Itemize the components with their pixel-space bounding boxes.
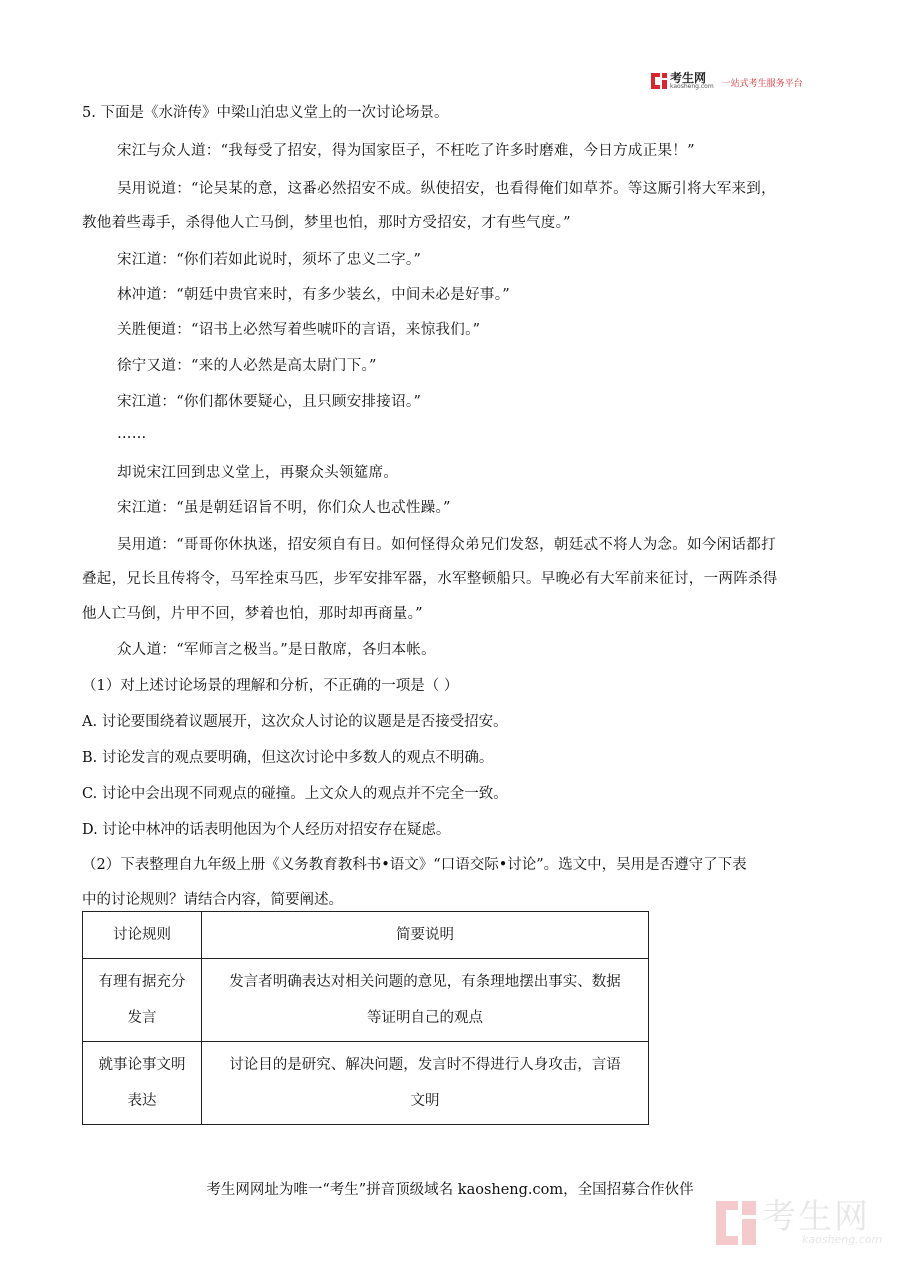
question-title: 5. 下面是《水浒传》中梁山泊忠义堂上的一次讨论场景。 <box>82 105 449 121</box>
rule-text-line: 发言 <box>127 1010 157 1026</box>
passage-line: 叠起，兄长且传将令，马军拴束马匹，步军安排军器，水军整顿船只。早晚必有大军前来征讨，一两阵杀得 <box>82 571 778 587</box>
rule-text-line: 就事论事文明 <box>98 1057 186 1073</box>
table-cell-desc <box>202 959 649 1042</box>
desc-text-line: 发言者明确表达对相关问题的意见，有条理地摆出事实、数据 <box>229 974 621 990</box>
passage-line: 林冲道：“朝廷中贵官来时，有多少装幺，中间未必是好事。” <box>117 287 510 303</box>
passage-line: 教他着些毒手，杀得他人亡马倒，梦里也怕，那时方受招安，才有些气度。” <box>82 215 571 231</box>
passage-line: 徐宁又道：“来的人必然是高太尉门下。” <box>117 358 377 374</box>
desc-text-line: 等证明自己的观点 <box>367 1010 483 1026</box>
watermark-name: 考生网 <box>762 1197 870 1237</box>
passage-line: 却说宋江回到忠义堂上，再聚众头领筵席。 <box>117 465 399 481</box>
passage-line: 关胜便道：“诏书上必然写着些唬吓的言语，来惊我们。” <box>117 322 481 338</box>
logo-slogan: 一站式考生服务平台 <box>721 78 803 89</box>
option-d: D. 讨论中林冲的话表明他因为个人经历对招安存在疑虑。 <box>82 822 451 838</box>
option-c: C. 讨论中会出现不同观点的碰撞。上文众人的观点并不完全一致。 <box>82 786 508 802</box>
table-row <box>83 959 649 1042</box>
table-header-cell: 讨论规则 <box>83 912 202 959</box>
desc-text-line: 讨论目的是研究、解决问题，发言时不得进行人身攻击，言语 <box>229 1057 621 1073</box>
passage-line: 吴用说道：“论吴某的意，这番必然招安不成。纵使招安，也看得俺们如草芥。等这厮引将大军来到， <box>117 181 776 197</box>
table-row <box>83 1042 649 1125</box>
table-header-row <box>83 912 649 959</box>
option-b: B. 讨论发言的观点要明确，但这次讨论中多数人的观点不明确。 <box>82 750 494 766</box>
logo-name: 考生网 <box>670 71 707 85</box>
kaosheng-watermark-icon <box>716 1201 756 1245</box>
passage-line: 宋江道：“你们若如此说时，须坏了忠义二字。” <box>117 252 422 268</box>
watermark <box>716 1197 883 1246</box>
table-header-cell: 简要说明 <box>202 912 649 959</box>
passage-line: 吴用道：“哥哥你休执迷，招安须自有日。如何怪得众弟兄们发怒，朝廷忒不将人为念。如今闲话都打 <box>117 537 776 553</box>
table-cell-rule <box>83 959 202 1042</box>
sub-question-2-prompt: （2）下表整理自九年级上册《义务教育教科书•语文》“口语交际•讨论”。选文中，吴用是否遵守了下表 <box>82 857 747 873</box>
kaosheng-logo-icon <box>651 73 667 89</box>
header-logo <box>651 72 803 90</box>
table-cell-desc <box>202 1042 649 1125</box>
discussion-rules-table <box>82 911 649 1125</box>
passage-line: 宋江道：“你们都休要疑心，且只顾安排接诏。” <box>117 394 422 410</box>
sub-question-1-prompt: （1）对上述讨论场景的理解和分析，不正确的一项是（ ） <box>82 678 459 694</box>
passage-line: 他人亡马倒，片甲不回，梦着也怕，那时却再商量。” <box>82 606 423 622</box>
watermark-url: kaosheng.com <box>802 1233 883 1246</box>
logo-url: kaosheng.com <box>670 83 714 90</box>
rule-text-line: 有理有据充分 <box>98 974 186 990</box>
table-cell-rule <box>83 1042 202 1125</box>
page-footer: 考生网网址为唯一“考生”拼音顶级域名 kaosheng.com，全国招募合作伙伴 <box>206 1182 694 1198</box>
desc-text-line: 文明 <box>410 1093 440 1109</box>
rule-text-line: 表达 <box>127 1093 157 1109</box>
passage-line: 宋江道：“虽是朝廷诏旨不明，你们众人也忒性躁。” <box>117 500 451 516</box>
passage-line: 宋江与众人道：“我每受了招安，得为国家臣子，不枉吃了许多时磨难，今日方成正果！” <box>117 143 695 159</box>
option-a: A. 讨论要围绕着议题展开，这次众人讨论的议题是是否接受招安。 <box>82 714 508 730</box>
passage-line: 众人道：“军师言之极当。”是日散席，各归本帐。 <box>117 642 436 658</box>
passage-ellipsis: …… <box>117 426 147 442</box>
sub-question-2-prompt-cont: 中的讨论规则？请结合内容，简要阐述。 <box>82 892 343 908</box>
